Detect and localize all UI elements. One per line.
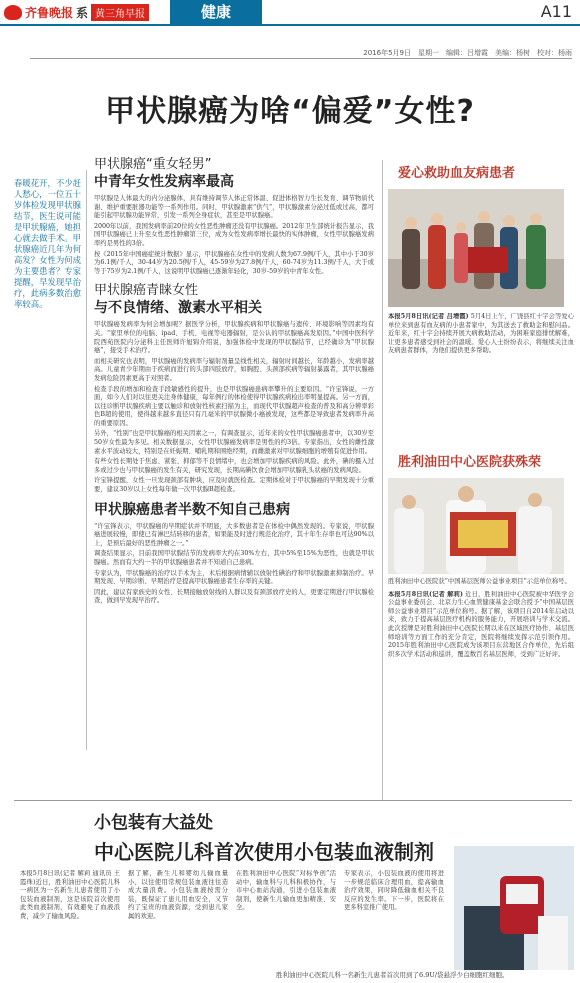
brand-name: 齐鲁晚报	[25, 6, 74, 20]
section-1	[94, 156, 374, 276]
article-paragraph: “许宝锋表示，甲状腺癌的早期症状并不明显，大多数患者是在体检中偶然发现的。专家说，甲状腺癌进展较慢，即使已有淋巴结转移的患者，如果能及时进行规范化治疗，其十年生存率也可达90%以上，是预后最好的恶性肿瘤之一。”	[94, 522, 374, 547]
bottom-paragraph: 专家表示，小包装血液的使用将进一步规范临床合理用血，提高输血治疗效果，同时降低输血相关不良反应的发生率。下一步，医院将在更多科室推广使用。	[344, 870, 444, 912]
aside-intro: 春暖花开，不少赶人愁心，一位五十岁体检发现甲状腺结节，医生说可能是甲状腺癌，她担心就去做手术。甲状腺癌近几年为何高发？女性为何成为主要患者？专家提醒，早发现早治疗，此病多数治愈率较高。	[14, 178, 81, 309]
article-paragraph: 甲状腺是人体最大的内分泌腺体，具有维持调节人体正常体温、促进体格智力生长发育、调节物质代谢、维护重要脏器功能等一系列作用。同时，甲状腺激素“供气”，甲状腺激素分泌过低或过高，都可能引起甲状腺功能异常，引发一系列全身症状，甚至是甲状腺癌。	[94, 195, 374, 220]
award-photo-image	[388, 478, 564, 574]
story-1-heading: 爱心救助血友病患者	[398, 166, 516, 181]
dateline: 2016年5月9日 星期一 编辑：吕增霞 美编：杨树 校对：杨雨	[363, 49, 572, 57]
section-2-heading: 与不良情绪、激素水平相关	[94, 300, 262, 317]
section-1-heading: 中青年女性发病率最高	[94, 174, 234, 190]
story-2-heading: 胜利油田中心医院获殊荣	[398, 455, 542, 470]
masthead	[0, 0, 580, 24]
bottom-paragraph: 在胜利油田中心医院“对标争创”活动中，输血科与儿科积极协作，与市中心血站沟通，引进小包装血液制剂，使新生儿输血更加精准、安全。	[236, 870, 336, 912]
bottom-photo	[454, 846, 574, 970]
story-2-lead: 本报5月8日讯(记者 解莉)	[388, 590, 464, 598]
bottom-divider	[14, 800, 572, 801]
story-1-text: 5月4日上午，广饶县红十字会等爱心单位来到患有血友病的小患者家中，为其送去了救助金和慰问品。近年来，红十字会持续开展大病救助活动，为困难家庭排忧解难，让更多患者感受到社会的温暖。爱心人士纷纷表示，将继续关注血友病患者群体，为他们提供更多帮助。	[388, 313, 574, 355]
blood-bag-image	[454, 846, 574, 970]
bottom-kicker: 小包装有大益处	[94, 813, 213, 833]
bottom-paragraph: 本报5月8日讯(记者 解莉 通讯员 王霞珠)近日，胜利油田中心医院儿科一病区为一名新生儿患者使用了小包装血液制剂，这是该院首次使用此类血液制剂，有效避免了血液浪费，减少了输血风险。	[20, 870, 120, 920]
article-paragraph: 因此，建议有家族史的女性、长期接触放射线的人群以及有颈部放疗史的人，更要定期进行甲状腺检查，做到早发现早治疗。	[94, 588, 374, 605]
group-photo-image	[388, 189, 564, 307]
article-paragraph: 2000年以前，我国发病率前20位的女性恶性肿瘤还没有甲状腺癌。2012年卫生部统计报告显示，我国甲状腺癌已上升至女性恶性肿瘤第三位，成为女性发病率增长最快的实体肿瘤，女性甲状腺癌发病率约是男性的3倍。	[94, 222, 374, 247]
brand-logo-icon	[4, 5, 22, 20]
article-paragraph: 专家认为，甲状腺癌的治疗以手术为主，术后根据病情辅以放射性碘治疗和甲状腺激素抑制治疗。早期发现、早期诊断、早期治疗是提高甲状腺癌患者生存率的关键。	[94, 569, 374, 586]
article-paragraph: 调查结果显示，目前我国甲状腺结节的发病率大约在30%左右，其中5%至15%为恶性，也就是甲状腺癌。然而有大约一半的甲状腺癌患者并不知道自己患病。	[94, 550, 374, 566]
section-3	[94, 501, 374, 606]
header-rule	[0, 24, 580, 26]
bottom-photo-caption: 胜利油田中心医院儿科一名新生儿患者首次用到了6.9U/袋悬浮少白细胞红细胞。	[276, 971, 509, 979]
page-number: A11	[540, 2, 572, 21]
story-2-body	[388, 591, 574, 741]
article-paragraph: 按《2015年中国癌症统计数据》显示，甲状腺癌在女性中的发病人数为67.9例/千人，其中小于30岁为6.1例/千人，30-44岁为20.5例/千人，45-59岁为27.8例/千人，60-74岁为11.3例/千人，大于或等于75岁为2.1例/千人，这说明甲状腺癌已逐渐年轻化，30岁-59岁的中青年女性。	[94, 250, 374, 275]
article-paragraph: 检查手段的增加和检查手段敏感性的提升，也是甲状腺癌患病率攀升的主要原因。“许宝锋说，一方面，如今人们对以往更关注身体健康，每年例行的体检使得甲状腺疾病检出率明显提高。另一方面，以往诊断甲状腺疾病主要以触诊和放射性核素扫描为主，而现代甲状腺超声检查的普及和高分辨率彩色B超的使用，使得越来越多直径只有几毫米的甲状腺微小癌被发现，这些都是导致患者发病率升高的重要原因。	[94, 385, 374, 427]
story-2-text: 近日，胜利油田中心医院被中华医学会公益事业委员会、北京力生心血管健康基金会联合授予“中国基层医师公益事业项目”示范单位称号。据了解，该项目自2014年启动以来，致力于提高基层医疗机构的服务能力，开展培训与学术交流。此次授牌是对胜利油田中心医院长期以来在区域医疗协作、基层医师培训等方面工作的充分肯定，医院将继续发挥示范引领作用。	[388, 590, 574, 641]
right-column	[388, 156, 574, 745]
story-2-text-2: 2015年胜利油田中心医院成为该项目东营地区合作单位，先后组织多次学术活动和巡讲，覆盖数百名基层医师，受到广泛好评。	[388, 642, 574, 658]
bottom-columns	[20, 870, 450, 968]
brand	[4, 4, 149, 21]
main-headline: 甲状腺癌为啥“偏爱”女性?	[105, 94, 475, 129]
article-paragraph: 而相关研究也表明，甲状腺癌的发病率与辐射剂量呈线性相关，辐射时间越长，年龄越小，发病率越高。儿童青少年期由于疾病而进行的头部四肢放疗，如胸腔、头颈部疾病等辐射暴露者，其甲状腺癌发病危险因素更高于对照者。	[94, 357, 374, 382]
section-1-kicker: 甲状腺癌“重女轻男”	[94, 157, 212, 172]
story-1-lead: 本报5月8日讯(记者 吕增霞)	[388, 313, 469, 320]
section-2	[94, 282, 374, 494]
article-paragraph: 许宝锋提醒，女性一旦发现颈部有肿块，应及时就医检查。定期体检对于甲状腺癌的早期发现十分重要，建议30岁以上女性每年做一次甲状腺B超检查。	[94, 477, 374, 494]
brand-suffix: 系	[76, 6, 89, 20]
brand-tag: 黄三角早报	[91, 4, 149, 21]
story-1-body	[388, 313, 574, 445]
article-paragraph: 有些女性长期处于焦虑、紧张、抑郁等不良情绪中，也会增加甲状腺疾病的风险。此外，碘的摄入过多或过少也与甲状腺癌的发生有关，研究发现，长期高碘饮食会增加甲状腺乳头状癌的发病风险。	[94, 458, 374, 474]
article-paragraph: 甲状腺癌发病率为何会增加呢？据医学分析，甲状腺疾病和甲状腺癌与遗传、环境影响等因素均有关。“家里单位的电脑、ipad、手机、电视等电器辐射，是公认的甲状腺癌高发原因。”中国中医科学院西苑医院内分泌科主任医师许旭锦介绍说，加强体检中发现的甲状腺结节，已经确诊为“甲状腺癌”，接受手术治疗。	[94, 321, 374, 355]
bottom-paragraph: 据了解，新生儿和婴幼儿输血量小，以往使用常规包装血液往往造成大量浪费。小包装血液按需分装，既保证了患儿用血安全，又节约了宝贵的血液资源，受到患儿家属的欢迎。	[128, 870, 228, 920]
story-2-photo	[388, 478, 564, 574]
bottom-headline: 中心医院儿科首次使用小包装血液制剂	[94, 840, 434, 864]
main-article	[94, 156, 374, 608]
story-2-photo-caption: 胜利油田中心医院获“中国基层医师公益事业项目”示范单位称号。	[388, 578, 571, 585]
column-divider	[382, 160, 383, 800]
section-3-heading: 甲状腺癌患者半数不知自己患病	[94, 501, 290, 518]
dateline-rule	[30, 58, 572, 59]
article-paragraph: 另外，“性别”也是甲状腺癌的相关因素之一，有调查显示，近年来的女性甲状腺癌患者中，以30岁至50岁女性最为多见。相关数据显示，女性甲状腺癌发病率是男性的约3倍。专家指出，女性的雌性激素水平波动较大，特别是在妊娠期、哺乳期和围绝经期，而雌激素对甲状腺细胞的增殖有促进作用。	[94, 430, 374, 455]
story-1-photo	[388, 189, 564, 307]
section-2-kicker: 甲状腺癌青睐女性	[94, 283, 199, 299]
section-tab: 健康	[170, 0, 262, 24]
aside-divider	[86, 170, 87, 750]
